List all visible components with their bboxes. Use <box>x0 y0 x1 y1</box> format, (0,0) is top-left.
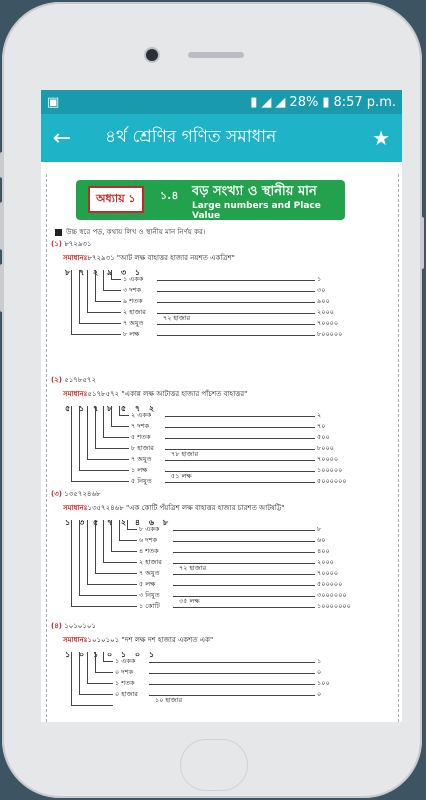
place-label: ০ দশক <box>115 668 134 676</box>
place-value: ১০০০০০০০ <box>317 602 351 610</box>
place-value: ৫০০০০০ <box>317 580 343 588</box>
tree-branch <box>71 652 72 705</box>
place-value: ৪০০ <box>317 547 330 555</box>
tree-branch <box>111 279 121 280</box>
tree-branch <box>79 270 80 323</box>
chapter-banner <box>76 180 345 220</box>
tree-branch <box>95 448 129 449</box>
problem-number: ৮৭২৯৩১ <box>64 240 92 248</box>
place-label: ০ হাজার <box>115 690 138 698</box>
sim-icon: ▮ <box>250 94 258 110</box>
tree-branch <box>87 683 113 684</box>
problem-3 <box>51 488 391 610</box>
tree-branch <box>95 406 96 448</box>
tree-branch <box>79 694 113 695</box>
value-line <box>165 482 315 483</box>
problem-label: (৩) <box>51 490 62 498</box>
banner-title-en: Large numbers and Place Value <box>192 201 321 221</box>
value-line <box>157 302 315 303</box>
place-label: ৭ অযুত <box>131 455 152 463</box>
value-line <box>173 541 315 542</box>
silent-switch <box>0 152 4 178</box>
solution-text: ৫১৭৮৫৭২ "একান্ন লক্ষ আটাত্তর হাজার পাঁচশত বাহাত্তর" <box>87 390 248 398</box>
tree-branch <box>79 520 80 595</box>
battery-icon: ▮ <box>322 94 330 110</box>
value-line <box>157 291 315 292</box>
place-label: ৪ শতক <box>139 547 159 555</box>
place-label: ৯ শতক <box>123 297 143 305</box>
problem-number: ৫১৭৮৫৭২ <box>64 376 97 384</box>
place-value: ৫০০০০০০ <box>317 477 347 485</box>
value-line <box>173 607 315 608</box>
volume-down-button[interactable] <box>0 264 4 312</box>
value-line <box>165 427 315 428</box>
tree-branch <box>111 551 137 552</box>
clock: 8:57 p.m. <box>333 94 396 110</box>
tree-branch <box>103 661 113 662</box>
problem-label: (৪) <box>51 622 62 630</box>
tree-branch <box>111 270 112 279</box>
tree-branch <box>71 705 113 706</box>
star-icon[interactable]: ★ <box>372 126 390 150</box>
tree-branch <box>103 437 129 438</box>
place-value: ১ <box>317 275 322 283</box>
chapter-label: অধ্যায় ১ <box>88 186 144 213</box>
place-label: ১ একক <box>123 275 144 283</box>
tree-branch <box>95 652 96 672</box>
place-value: ২০০০ <box>317 558 334 566</box>
earpiece-speaker <box>188 52 244 58</box>
place-label: ৩ দশক <box>123 286 142 294</box>
image-notification-icon: ▣ <box>47 94 60 110</box>
place-label: ৭ অযুত <box>139 569 160 577</box>
tree-branch <box>95 270 96 301</box>
tree-branch <box>119 406 120 415</box>
tree-branch <box>71 406 72 481</box>
tree-branch <box>127 529 137 530</box>
solution-label: সমাধানঃ <box>63 636 88 644</box>
tree-branch <box>87 584 137 585</box>
tree-branch <box>87 459 129 460</box>
place-value: ১ <box>317 657 322 665</box>
tree-branch <box>87 270 88 312</box>
tree-branch <box>103 290 121 291</box>
place-label: ৭ অযুত <box>123 319 144 327</box>
tree-branch <box>119 540 137 541</box>
place-value: ৩০০০০০০ <box>317 591 347 599</box>
tree-branch <box>103 270 104 290</box>
place-label: ৮ হাজার <box>131 444 154 452</box>
value-line <box>173 530 315 531</box>
tree-branch <box>119 415 129 416</box>
place-value: ৬০ <box>317 536 326 544</box>
tree-branch <box>79 323 121 324</box>
problem-4 <box>51 620 391 704</box>
app-bar <box>41 114 402 162</box>
place-value: ৭০০০০ <box>317 455 339 463</box>
value-line <box>173 574 315 575</box>
tree-branch <box>87 406 88 459</box>
tree-branch <box>95 301 121 302</box>
power-button[interactable] <box>420 217 424 269</box>
group-label: ১০ হাজার <box>155 696 183 704</box>
group-label: ৭২ হাজার <box>163 314 191 322</box>
place-label: ৫ নিযুত <box>131 477 152 485</box>
signal-icon: ◢ <box>261 94 272 110</box>
solution-label: সমাধানঃ <box>63 504 88 512</box>
value-line <box>173 585 315 586</box>
place-label: ৮ লক্ষ <box>123 330 140 338</box>
tree-branch <box>71 606 137 607</box>
place-value: ১০০০০০ <box>317 466 343 474</box>
tree-branch <box>87 312 121 313</box>
tree-branch <box>71 270 72 334</box>
tree-branch <box>79 652 80 694</box>
tree-branch <box>111 406 112 426</box>
value-line <box>165 438 315 439</box>
place-label: ৭ দশক <box>131 422 150 430</box>
digits: ১ ০ ১ ০ ১ ০ ১ <box>65 650 158 659</box>
place-value: ১০০ <box>317 679 330 687</box>
tree-branch <box>87 520 88 584</box>
tree-branch <box>95 520 96 573</box>
value-line <box>157 280 315 281</box>
place-label: ৫ শতক <box>131 433 151 441</box>
bullet-icon <box>55 229 62 236</box>
signal2-icon: ◢ <box>275 94 286 110</box>
page-title: ৪র্থ শ্রেণির গণিত সমাধান <box>105 127 277 147</box>
battery-percent: 28% <box>289 94 319 110</box>
section-number: ১.৪ <box>160 189 179 202</box>
place-label: ২ হাজার <box>139 558 162 566</box>
place-label: ১ লক্ষ <box>131 466 148 474</box>
place-value: ৭০০০০ <box>317 569 339 577</box>
problem-label: (১) <box>51 240 62 248</box>
place-label: ১ একক <box>115 657 136 665</box>
place-value: ০ <box>317 690 322 698</box>
place-label: ৫ লক্ষ <box>139 580 156 588</box>
home-button[interactable] <box>180 739 248 791</box>
tree-branch <box>111 426 129 427</box>
place-label: ৮ একক <box>139 525 160 533</box>
place-value: ৮০০০ <box>317 444 334 452</box>
value-line <box>157 335 315 336</box>
tree-branch <box>103 520 104 562</box>
place-value: ৫০০ <box>317 433 330 441</box>
problem-2 <box>51 374 391 485</box>
content-page <box>46 174 399 722</box>
place-label: ৬ দশক <box>139 536 158 544</box>
value-line <box>157 324 315 325</box>
solution-label: সমাধানঃ <box>63 254 88 262</box>
app-screen <box>41 90 402 722</box>
tree-branch <box>103 406 104 437</box>
tree-branch <box>87 652 88 683</box>
tree-branch <box>95 672 113 673</box>
problem-number: ১০১০১০১ <box>64 622 97 630</box>
digits: ৮ ৭ ২ ৯ ৩ ১ <box>65 268 144 277</box>
banner-title-bn: বড় সংখ্যা ও স্থানীয় মান <box>192 184 317 199</box>
value-line <box>165 416 315 417</box>
place-label: ২ একক <box>131 411 152 419</box>
place-label: ২ হাজার <box>123 308 146 316</box>
value-line <box>173 552 315 553</box>
place-value: ৩০ <box>317 286 326 294</box>
tree-branch <box>103 562 137 563</box>
place-value: ২০০০ <box>317 308 334 316</box>
tree-branch <box>71 481 129 482</box>
solution-text: ১৩৫৭২৪৬৮ "এক কোটি পঁয়ত্রিশ লক্ষ বাহাত্তর হাজার চারশত আটষট্টি" <box>87 504 285 512</box>
back-arrow-icon[interactable]: ← <box>52 125 72 151</box>
value-line <box>149 684 315 685</box>
tree-branch <box>79 470 129 471</box>
tree-branch <box>79 595 137 596</box>
tree-branch <box>127 520 128 529</box>
volume-up-button[interactable] <box>0 202 4 250</box>
value-line <box>149 662 315 663</box>
group-label: ৭২ হাজার <box>179 564 207 572</box>
place-value: ৯০০ <box>317 297 330 305</box>
group-label: ৩৫ লক্ষ <box>179 597 200 605</box>
solution-label: সমাধানঃ <box>63 390 88 398</box>
group-label: ৭৮ হাজার <box>171 450 199 458</box>
value-line <box>165 460 315 461</box>
tree-branch <box>79 406 80 470</box>
place-value: ৮০০০০০ <box>317 330 343 338</box>
tree-branch <box>71 334 121 335</box>
place-value: ৭০ <box>317 422 326 430</box>
problem-number: ১৩৫৭২৪৬৮ <box>64 490 101 498</box>
tree-branch <box>103 652 104 661</box>
place-label: ১ কোটি <box>139 602 160 610</box>
value-line <box>149 673 315 674</box>
group-label: ৫১ লক্ষ <box>171 472 192 480</box>
place-value: ০ <box>317 668 322 676</box>
digits: ১ ৩ ৫ ৭ ২ ৪ ৬ ৮ <box>65 518 172 527</box>
solution-text: ১০১০১০১ "দশ লক্ষ দশ হাজার একশত এক" <box>87 636 214 644</box>
place-value: ২ <box>317 411 322 419</box>
tree-branch <box>119 520 120 540</box>
solution-text: ৮৭২৯৩১ "আট লক্ষ বাহাত্তর হাজার নয়শত একত্রিশ" <box>87 254 235 262</box>
place-label: ৩ নিযুত <box>139 591 160 599</box>
problem-1 <box>51 238 391 338</box>
problem-label: (২) <box>51 376 62 384</box>
place-value: ৭০০০০ <box>317 319 339 327</box>
front-camera <box>146 49 158 61</box>
place-value: ৮ <box>317 525 322 533</box>
digits: ৫ ১ ৭ ৮ ৫ ৭ ২ <box>65 404 158 413</box>
instruction: উচ্চ স্বরে পড়, কথায় লিখ ও স্থানীয় মান নির্ণয় কর। <box>55 226 205 238</box>
tree-branch <box>111 520 112 551</box>
tree-branch <box>95 573 137 574</box>
status-bar <box>41 90 402 114</box>
place-label: ১ শতক <box>115 679 135 687</box>
tree-branch <box>71 520 72 606</box>
